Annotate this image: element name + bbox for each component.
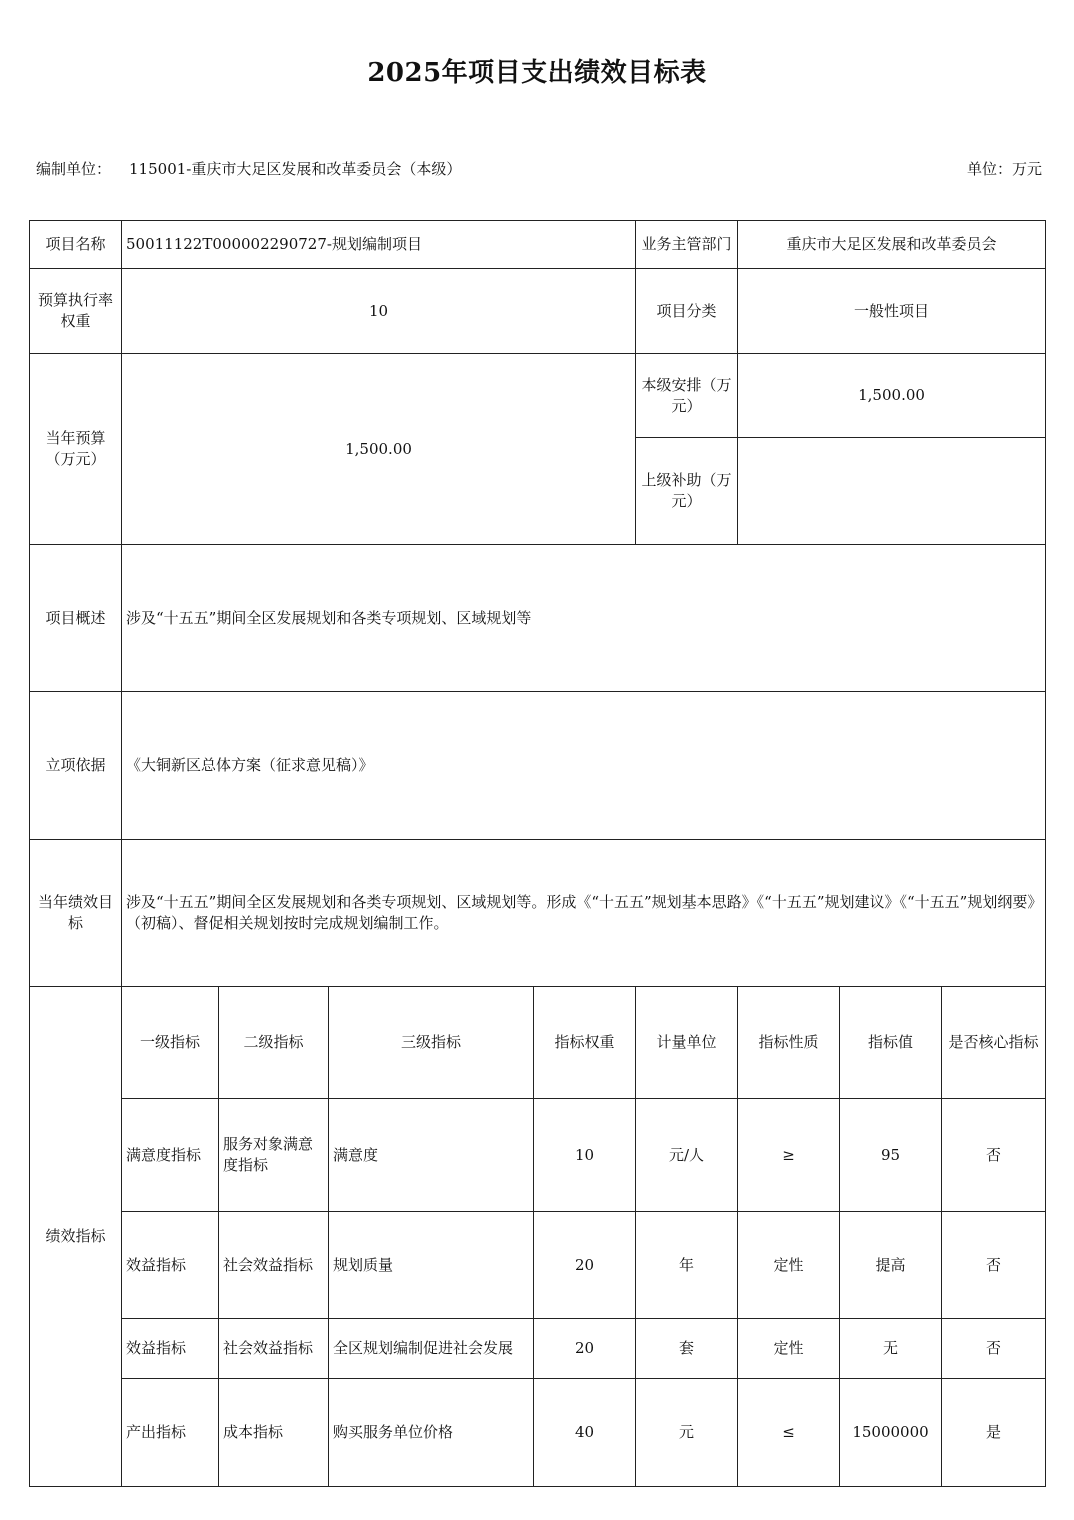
- core-cell: 否: [942, 1099, 1046, 1212]
- category-label: 项目分类: [636, 269, 738, 354]
- level3-cell: 全区规划编制促进社会发展: [329, 1319, 534, 1379]
- weight-cell: 10: [534, 1099, 636, 1212]
- value-cell: 提高: [840, 1212, 942, 1319]
- header-nature: 指标性质: [738, 987, 840, 1099]
- level1-cell: 效益指标: [122, 1319, 219, 1379]
- header-weight: 指标权重: [534, 987, 636, 1099]
- local-arrange-label: 本级安排（万元）: [636, 354, 738, 438]
- weight-cell: 40: [534, 1379, 636, 1487]
- level2-cell: 服务对象满意度指标: [219, 1099, 329, 1212]
- indicators-section-label: 绩效指标: [30, 987, 122, 1487]
- project-name-label: 项目名称: [30, 221, 122, 269]
- page-title: 2025年项目支出绩效目标表: [367, 58, 707, 88]
- level2-cell: 社会效益指标: [219, 1212, 329, 1319]
- basis-value: 《大铜新区总体方案（征求意见稿）》: [122, 692, 1046, 840]
- budget-weight-label: 预算执行率权重: [30, 269, 122, 354]
- budget-weight-value: 10: [122, 269, 636, 354]
- unit-cell: 年: [636, 1212, 738, 1319]
- upper-subsidy-label: 上级补助（万元）: [636, 438, 738, 545]
- value-cell: 无: [840, 1319, 942, 1379]
- level1-cell: 效益指标: [122, 1212, 219, 1319]
- core-cell: 是: [942, 1379, 1046, 1487]
- compiling-unit-value: 115001-重庆市大足区发展和改革委员会（本级）: [129, 160, 462, 178]
- dept-value: 重庆市大足区发展和改革委员会: [738, 221, 1046, 269]
- project-name-value: 50011122T000002290727-规划编制项目: [122, 221, 636, 269]
- dept-label: 业务主管部门: [636, 221, 738, 269]
- local-arrange-value: 1,500.00: [738, 354, 1046, 438]
- compiling-unit-label: 编制单位：: [36, 160, 112, 178]
- annual-budget-label: 当年预算（万元）: [30, 354, 122, 545]
- value-cell: 15000000: [840, 1379, 942, 1487]
- nature-cell: ≤: [738, 1379, 840, 1487]
- header-core: 是否核心指标: [942, 987, 1046, 1099]
- weight-cell: 20: [534, 1212, 636, 1319]
- header-level1: 一级指标: [122, 987, 219, 1099]
- upper-subsidy-value: [738, 438, 1046, 545]
- header-level2: 二级指标: [219, 987, 329, 1099]
- goal-value: 涉及“十五五”期间全区发展规划和各类专项规划、区域规划等。形成《“十五五”规划基本思路》《“十五五”规划建议》《“十五五”规划纲要》（初稿）、督促相关规划按时完成规划编制工作。: [122, 840, 1046, 987]
- overview-label: 项目概述: [30, 545, 122, 692]
- row-goal: [30, 840, 1046, 987]
- currency-unit: 单位：万元: [966, 160, 1042, 178]
- basis-label: 立项依据: [30, 692, 122, 840]
- compiling-unit: [36, 158, 461, 179]
- level3-cell: 满意度: [329, 1099, 534, 1212]
- level1-cell: 满意度指标: [122, 1099, 219, 1212]
- nature-cell: 定性: [738, 1212, 840, 1319]
- row-overview: [30, 545, 1046, 692]
- goal-label: 当年绩效目标: [30, 840, 122, 987]
- row-budget-weight: [30, 269, 1046, 354]
- table-row: [30, 1379, 1046, 1487]
- header-value: 指标值: [840, 987, 942, 1099]
- row-project-name: [30, 221, 1046, 269]
- level1-cell: 产出指标: [122, 1379, 219, 1487]
- level3-cell: 规划质量: [329, 1212, 534, 1319]
- level2-cell: 成本指标: [219, 1379, 329, 1487]
- table-row: [30, 1212, 1046, 1319]
- unit-cell: 元/人: [636, 1099, 738, 1212]
- nature-cell: 定性: [738, 1319, 840, 1379]
- weight-cell: 20: [534, 1319, 636, 1379]
- category-value: 一般性项目: [738, 269, 1046, 354]
- header-unit: 计量单位: [636, 987, 738, 1099]
- core-cell: 否: [942, 1319, 1046, 1379]
- overview-value: 涉及“十五五”期间全区发展规划和各类专项规划、区域规划等: [122, 545, 1046, 692]
- value-cell: 95: [840, 1099, 942, 1212]
- row-basis: [30, 692, 1046, 840]
- indicator-header-row: [30, 987, 1046, 1099]
- level2-cell: 社会效益指标: [219, 1319, 329, 1379]
- header-level3: 三级指标: [329, 987, 534, 1099]
- performance-target-table: [29, 220, 1046, 1487]
- table-row: [30, 1099, 1046, 1212]
- nature-cell: ≥: [738, 1099, 840, 1212]
- level3-cell: 购买服务单位价格: [329, 1379, 534, 1487]
- table-row: [30, 1319, 1046, 1379]
- unit-cell: 套: [636, 1319, 738, 1379]
- row-annual-budget: [30, 354, 1046, 438]
- core-cell: 否: [942, 1212, 1046, 1319]
- unit-cell: 元: [636, 1379, 738, 1487]
- annual-budget-value: 1,500.00: [122, 354, 636, 545]
